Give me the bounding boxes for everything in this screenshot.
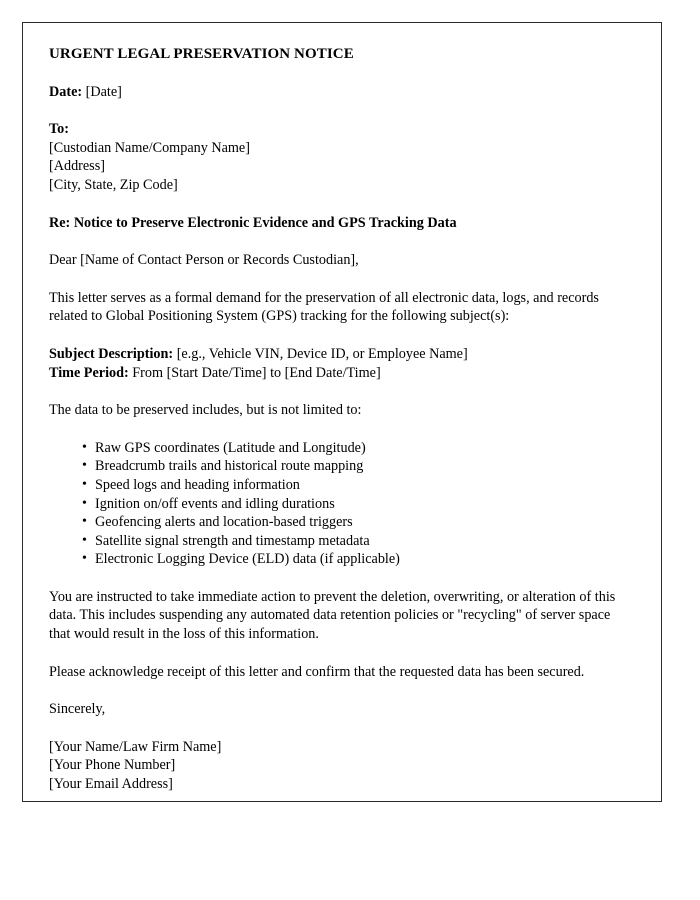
recipient-line: [Address] [49, 158, 105, 175]
document-body [49, 45, 631, 813]
signature-block [49, 738, 631, 794]
subject-line: Re: Notice to Preserve Electronic Evidence and GPS Tracking Data [49, 214, 457, 231]
subject-description-line [49, 345, 631, 364]
subject-details-block [49, 345, 631, 382]
recipient-line: [Custodian Name/Company Name] [49, 139, 250, 156]
time-period-line [49, 364, 631, 383]
time-period-value: From [Start Date/Time] to [End Date/Time] [132, 364, 381, 381]
signature-line: [Your Email Address] [49, 776, 173, 793]
date-label: Date: [49, 83, 83, 100]
recipient-line: [City, State, Zip Code] [49, 176, 178, 193]
date-value: [Date] [85, 83, 122, 100]
salutation: Dear [Name of Contact Person or Records Custodian], [49, 252, 359, 269]
list-item: • Electronic Logging Device (ELD) data (if applicable) [95, 550, 631, 569]
signature-line: [Your Name/Law Firm Name] [49, 738, 222, 755]
intro-paragraph: This letter serves as a formal demand for the preservation of all electronic data, logs, and records related to Global Positioning System (GPS) tracking for the following subject(s): [49, 289, 599, 325]
document-page-frame [22, 22, 662, 802]
page-title: URGENT LEGAL PRESERVATION NOTICE [49, 46, 354, 62]
list-item: • Geofencing alerts and location-based triggers [95, 513, 631, 532]
list-item: • Ignition on/off events and idling durations [95, 495, 631, 514]
time-period-label: Time Period: [49, 364, 129, 381]
date-line [49, 83, 631, 102]
preservation-items-list [49, 439, 631, 569]
signature-line: [Your Phone Number] [49, 757, 176, 774]
list-item: • Breadcrumb trails and historical route mapping [95, 457, 631, 476]
closing: Sincerely, [49, 701, 106, 718]
recipient-label: To: [49, 121, 69, 138]
list-item: • Satellite signal strength and timestamp metadata [95, 532, 631, 551]
subject-description-value: [e.g., Vehicle VIN, Device ID, or Employee Name] [176, 345, 468, 362]
subject-description-label: Subject Description: [49, 345, 174, 362]
list-item: • Speed logs and heading information [95, 476, 631, 495]
acknowledgement-paragraph: Please acknowledge receipt of this letter and confirm that the requested data has been secured. [49, 663, 585, 680]
list-item: • Raw GPS coordinates (Latitude and Longitude) [95, 439, 631, 458]
recipient-block [49, 120, 631, 194]
instruction-paragraph: You are instructed to take immediate action to prevent the deletion, overwriting, or alteration of this data. This includes suspending any automated data retention policies or "recycling" of server space that would result in the loss of this information. [49, 588, 616, 643]
list-intro: The data to be preserved includes, but is not limited to: [49, 402, 362, 419]
